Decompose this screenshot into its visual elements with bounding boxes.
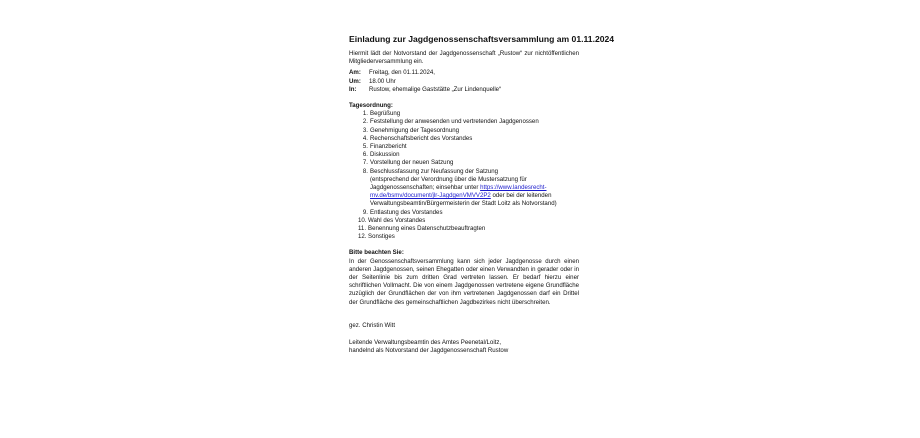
agenda-number: 5. (362, 143, 368, 151)
agenda-item (349, 159, 579, 167)
agenda-list (349, 110, 579, 241)
agenda-item (349, 168, 579, 209)
agenda-number: 1. (362, 110, 368, 118)
meta-date-row (349, 69, 579, 77)
agenda-number: 7. (362, 159, 368, 167)
agenda-note: (entsprechend der Verordnung über die Mustersatzung für Jagdgenossenschaften; einsehbar unter (370, 175, 527, 192)
meta-key: Am: (349, 69, 361, 77)
agenda-item (349, 209, 579, 217)
meta-key: Um: (349, 77, 361, 85)
agenda-text: Benennung eines Datenschutzbeauftragten (368, 225, 486, 233)
agenda-item (349, 135, 579, 143)
agenda-item (349, 233, 579, 241)
agenda-text: Rechenschaftsbericht des Vorstandes (370, 134, 473, 142)
agenda-item (349, 127, 579, 135)
signature: gez. Christin Witt (349, 321, 396, 329)
agenda-number: 3. (362, 126, 368, 134)
meta-value: Freitag, den 01.11.2024, (369, 69, 435, 77)
agenda-item (349, 151, 579, 159)
agenda-item (349, 118, 579, 126)
agenda-number: 9. (362, 208, 368, 216)
agenda-text: Begrüßung (370, 110, 401, 118)
signatory-role: handelnd als Notvorstand der Jagdgenossenschaft Rustow (349, 347, 509, 355)
agenda-item (349, 217, 579, 225)
agenda-number: 12. (358, 233, 367, 241)
notice-heading: Bitte beachten Sie: (349, 249, 404, 257)
agenda-number: 10. (358, 216, 367, 224)
signatory-block (349, 339, 579, 355)
agenda-text-block (370, 168, 579, 209)
signatory-title: Leitende Verwaltungsbeamtin des Amtes Peenetal/Loitz, (349, 339, 502, 347)
meta-value: 18.00 Uhr (369, 77, 396, 85)
meta-place-row (349, 86, 579, 94)
agenda-number: 11. (358, 225, 367, 233)
intro-paragraph: Hiermit lädt der Notvorstand der Jagdgenossenschaft „Rustow“ zur nichtöffentlichen Mitgliederversammlung ein. (349, 50, 579, 66)
agenda-item (349, 225, 579, 233)
agenda-text: Sonstiges (368, 233, 395, 241)
agenda-item (349, 143, 579, 151)
meta-key: In: (349, 85, 357, 93)
satzung-link[interactable]: https://www.landesrecht-mv.de/bsmv/document/jlr-JagdgenVMVV2P2 (370, 184, 547, 200)
notice-paragraph: In der Genossenschaftsversammlung kann sich jeder Jagdgenosse durch einen anderen Jagdgenossen, seinen Ehegatten oder einen Verwandten in gerader oder in der Seitenlinie bis zum dritten Grad vertreten lassen. Er bedarf hierzu einer schriftlichen Vollmacht. Die von einem Jagdgenossen vertretene eigene Grundfläche zuzüglich der Grundflächen der von ihm vertretenen Jagdgenossen darf ein Drittel der Grundfläche des gemeinschaftlichen Jagdbezirkes nicht überschreiten. (349, 257, 579, 306)
agenda-text: Genehmigung der Tagesordnung (370, 126, 459, 134)
agenda-text: Diskussion (370, 151, 400, 159)
meta-time-row (349, 78, 579, 86)
agenda-text: Feststellung der anwesenden und vertretenden Jagdgenossen (370, 118, 539, 126)
agenda-item (349, 110, 579, 118)
meta-value: Rustow, ehemalige Gaststätte „Zur Lindenquelle“ (369, 85, 502, 93)
agenda-text: Entlastung des Vorstandes (370, 208, 443, 216)
agenda-text: Vorstellung der neuen Satzung (370, 159, 454, 167)
document-page (349, 34, 615, 356)
agenda-text: Finanzbericht (370, 143, 407, 151)
agenda-heading: Tagesordnung: (349, 102, 393, 110)
agenda-text: Wahl des Vorstandes (368, 216, 426, 224)
agenda-number: 6. (362, 151, 368, 159)
agenda-number: 4. (362, 134, 368, 142)
agenda-note: oder bei der leitenden Verwaltungsbeamtin/Bürgermeisterin der Stadt Loitz als Notvorstand) (370, 192, 557, 208)
agenda-text: Beschlussfassung zur Neufassung der Satzung (370, 167, 499, 175)
agenda-number: 8. (362, 167, 368, 175)
meeting-details (349, 69, 579, 94)
agenda-number: 2. (362, 118, 368, 126)
document-title: Einladung zur Jagdgenossenschaftsversammlung am 01.11.2024 (349, 34, 615, 44)
